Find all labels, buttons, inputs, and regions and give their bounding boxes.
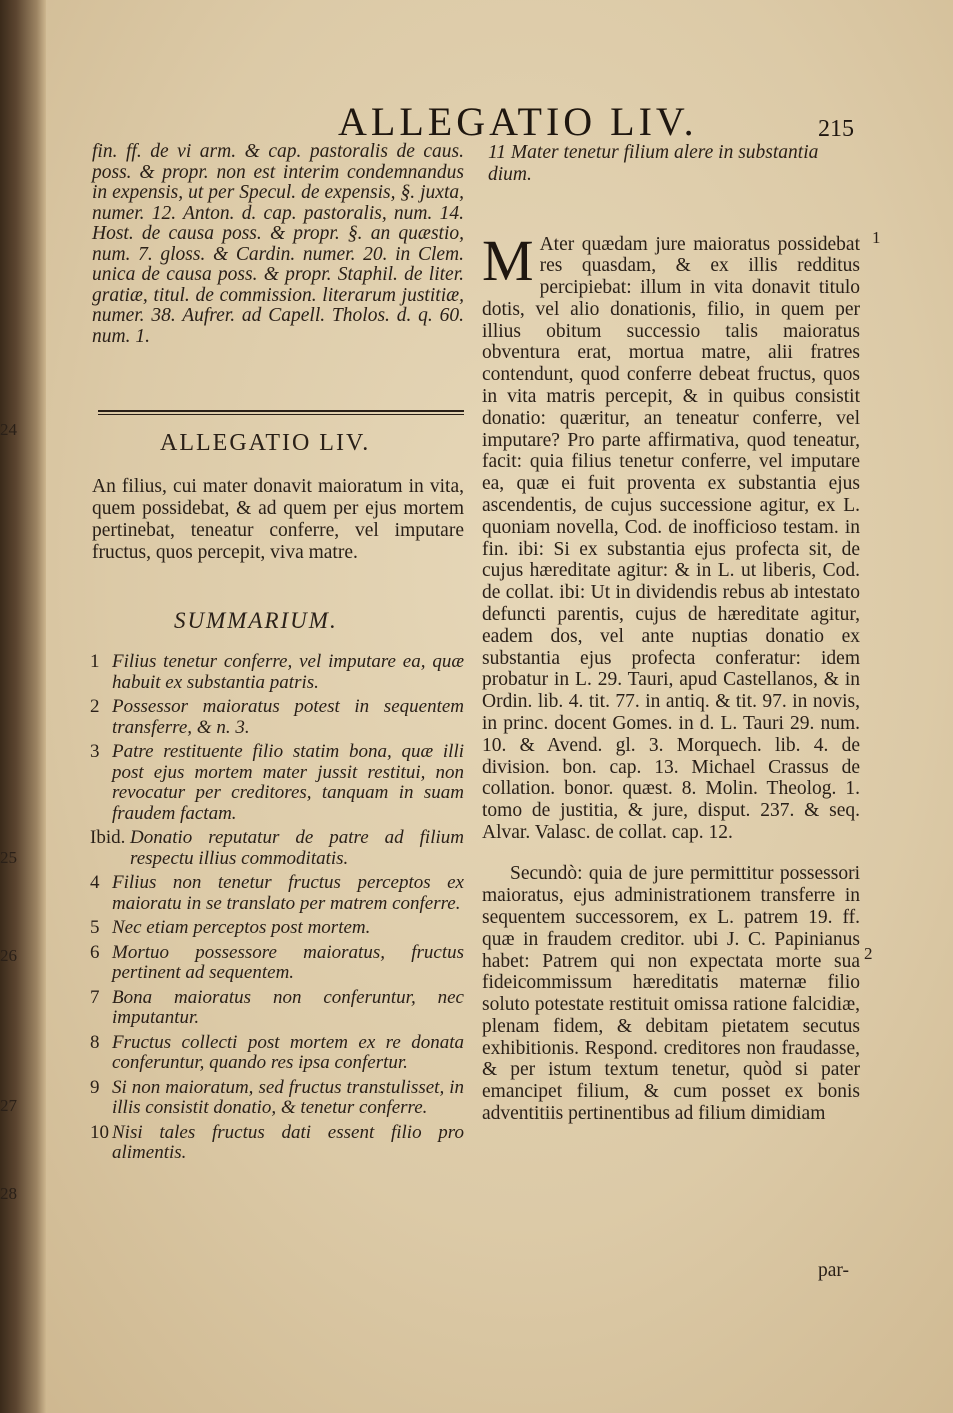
margin-number: 25 [0, 848, 17, 867]
margin-number: 24 [0, 420, 17, 439]
side-marker: 2 [864, 944, 873, 963]
page-number: 215 [818, 116, 854, 142]
divider-rule [98, 410, 464, 412]
summarium-item: 9 Si non maioratum, sed fructus transtulisset, in illis consistit donatio, & tenetur conferre. [90, 1076, 464, 1118]
side-marker: 1 [872, 228, 881, 247]
summarium-item: Ibid. Donatio reputatur de patre ad filium respectu illius commoditatis. [90, 827, 464, 869]
section-question: An filius, cui mater donavit maioratum in vita, quem possidebat, & ad quem per ejus mortem pertinebat, teneatur conferre, vel imputare fructus, quos percepit, viva matre. [92, 476, 464, 563]
summarium-item: 2 Possessor maioratus potest in sequentem transferre, & n. 3. [90, 696, 464, 738]
margin-number: 26 [0, 946, 17, 965]
summarium-item: 8 Fructus collecti post mortem ex re donata conferuntur, quando res ipsa confertur. [90, 1031, 464, 1073]
left-top-text: fin. ff. de vi arm. & cap. pastoralis de caus. poss. & propr. non est interim condemnandus in expensis, ut per Specul. de expensis, §. juxta, numer. 12. Anton. d. cap. pastoralis, num. 14. Host. de causa poss. & propr. §. an quæstio, num. 7. gloss. & Cardin. numer. 20. in Clem. unica de causa poss. & propr. Staphil. de liter. gratiæ, titul. de commission. literarum justitiæ, numer. 38. Aufrer. ad Capell. Tholos. d. q. 60. num. 1. [92, 141, 464, 347]
paragraph [482, 227, 860, 844]
summarium-item: 1 Filius tenetur conferre, vel imputare ea, quæ habuit ex substantia patris. [90, 651, 464, 693]
catchword: par- [818, 1260, 850, 1281]
drop-cap: M [482, 227, 534, 293]
summarium-item: 5 Nec etiam perceptos post mortem. [90, 917, 371, 938]
margin-number: 27 [0, 1096, 17, 1115]
page-title: ALLEGATIO LIV. [338, 99, 698, 144]
summarium-item: 10 Nisi tales fructus dati essent filio pro alimentis. [90, 1121, 464, 1163]
summarium-item-11: 11 Mater tenetur filium alere in substantia dium. [488, 142, 819, 185]
paragraph-text: Secundò: quia de jure permittitur possessori maioratus, ejus administrationem transferre in sequentem successorem, ex L. patrem 19. ff. quæ in fraudem creditor. ubi J. C. Papinianus habet: Patrem qui non expectata morte sua fideicommissum hæreditatis maternæ filio soluto potestate restituit omissa ratione falcidiæ, plenam fidem, & debitam pietatem secutus exhibitionis. Respond. creditores non fraudasse, & per istum textum tenetur, quòd si pater emancipet filium, & cum posset ex bonis adventitiis pertinentibus ad filium dimidiam [482, 863, 860, 1125]
summarium-item: 7 Bona maioratus non conferuntur, nec imputantur. [90, 986, 464, 1028]
section-title: ALLEGATIO LIV. [160, 430, 371, 456]
summarium-list [90, 652, 464, 1168]
summarium-item: 4 Filius non tenetur fructus perceptos ex maioratu in se translato per matrem conferre. [90, 872, 464, 914]
margin-number: 28 [0, 1184, 17, 1203]
divider-rule-thin [98, 414, 464, 415]
summarium-item: 6 Mortuo possessore maioratus, fructus pertinent ad sequentem. [90, 941, 464, 983]
paragraph [482, 863, 860, 1125]
paragraph-text: Ater quædam jure maioratus possidebat res quasdam, & ex illis redditus percipiebat: illum in vita donavit titulo dotis, vel alio donationis, filio, in quem per illius obitum successio talis maioratus obventura erat, mortua matre, alii fratres contendunt, quod conferre debeat fructus, quos in vita matris percepit, & in quibus consistit donatio: quæritur, an teneatur conferre, vel imputare? Pro parte affirmativa, quod teneatur, facit: quia filius tenetur conferre, vel imputare ea, quæ ei fuit proventa ex substantia ejus ascendentis, de cujus successione agitur, ex L. quoniam novella, Cod. de inofficioso testam. in fin. ibi: Si ex substantia ejus profecta sit, de cujus hæreditate agitur: & in L. ut liberis, Cod. de collat. ibi: Ut in dividendis rebus ab intestato defuncti parentis, cujus de hæreditate agitur, eadem dos, vel ante nuptias donatio ex substantia ejus profecta conferatur: idem probatur in L. 29. Tauri, apud Castellanos, & in Ordin. lib. 4. tit. 77. in antiq. & tit. 97. in novis, in princ. docent Gomes. in d. L. Tauri 29. num. 10. & Avend. gl. 3. Morquech. lib. 4. de division. bon. cap. 13. Michael Crassus de collation. bonor. quæst. 8. Molin. Theolog. 1. tomo de justitia, & jure, disput. 237. & seq. Alvar. Valasc. de collat. cap. 12. [482, 233, 860, 844]
summarium-item: 3 Patre restituente filio statim bona, quæ illi post ejus mortem mater jussit restitui, non revocatur per creditores, tanquam in suam fraudem factam. [90, 741, 464, 824]
summarium-title: SUMMARIUM. [174, 608, 338, 633]
right-column-body [482, 214, 860, 1144]
